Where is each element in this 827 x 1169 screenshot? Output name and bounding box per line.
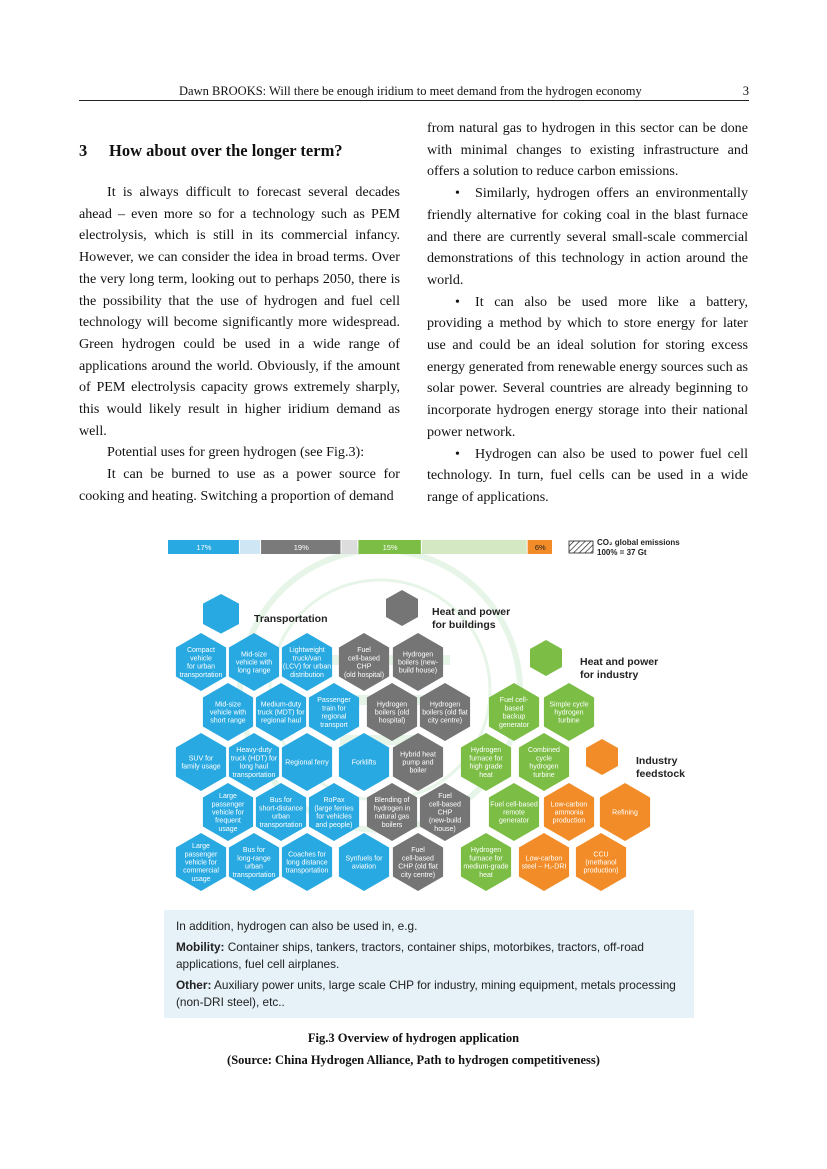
bullet-item — [427, 183, 748, 292]
application-hex-label: long range — [237, 667, 271, 675]
section-number: 3 — [79, 141, 88, 160]
emissions-bar-label: 17% — [196, 543, 212, 552]
application-hex-label: regional — [321, 713, 347, 721]
application-hex-label: generator — [499, 817, 529, 825]
application-hex-label: short-distance — [259, 805, 303, 813]
application-hex-label: truck (HDT) for — [230, 755, 278, 763]
application-hex-label: transportation — [179, 671, 223, 679]
application-hex-label: Combined — [528, 747, 560, 755]
bullet-icon: • — [455, 293, 460, 310]
application-hex-label: CCU — [593, 851, 609, 859]
application-hex-label: Hydrogen — [429, 701, 461, 709]
application-hex-label: (old hospital) — [343, 671, 385, 679]
application-hex-label: Synfuels for — [345, 855, 383, 863]
application-hex-label: Coaches for — [288, 851, 326, 859]
category-feedstock-line1: Industry — [636, 755, 678, 767]
emissions-legend-line1: CO₂ global emissions — [597, 538, 680, 547]
application-hex-label: regional haul — [260, 717, 302, 725]
application-hex-label: RoPax — [323, 797, 345, 805]
application-hex-label: CHP — [437, 809, 453, 817]
figure-hydrogen-applications — [164, 532, 694, 1018]
application-hex-label: house) — [434, 825, 456, 833]
application-hex-label: Low-carbon — [525, 855, 563, 863]
application-hex-label: city centre) — [400, 871, 436, 879]
application-hex-label: hydrogen — [529, 763, 559, 771]
header-title: Dawn BROOKS: Will there be enough iridium to meet demand from the hydrogen economy — [179, 84, 642, 98]
application-hex-label: Fuel — [438, 793, 452, 801]
application-hex-label: Fuel cell-based — [490, 801, 538, 809]
paragraph: It can be burned to use as a power source for cooking and heating. Switching a proportion of demand — [79, 466, 400, 504]
application-hex-label: production — [552, 817, 586, 825]
molecule-icon — [586, 739, 618, 775]
building-icon — [386, 590, 418, 626]
application-hex-label: cell-based — [402, 855, 434, 863]
application-hex-label: Compact — [186, 647, 216, 655]
application-hex-label: based — [504, 705, 524, 713]
application-hex-label: vehicle — [190, 655, 212, 663]
application-hex-label: train for — [322, 705, 346, 713]
application-hex-label: long haul — [239, 763, 269, 771]
application-hex-label: and people) — [315, 821, 353, 829]
bullet-icon: • — [455, 445, 460, 462]
application-hex-label: CHP (old flat — [398, 863, 438, 871]
application-hex-label: Hydrogen — [470, 747, 502, 755]
application-hex-label: turbine — [558, 717, 580, 725]
application-hex-label: vehicle for — [185, 859, 217, 867]
emissions-bar-label: 6% — [534, 543, 546, 552]
note-other — [176, 977, 682, 1011]
note-other-label: Other: — [176, 978, 212, 992]
application-hex-label: Hybrid heat — [400, 751, 436, 759]
application-hex-label: Heavy-duty — [236, 747, 272, 755]
application-hex-label: SUV for — [188, 755, 214, 763]
emissions-legend-swatch — [569, 541, 593, 553]
application-hex-label: Hydrogen — [376, 701, 408, 709]
bullet-item — [427, 444, 748, 509]
application-hex-label: backup — [502, 713, 526, 721]
application-hex-label: Medium-duty — [260, 701, 302, 709]
application-hex-label: short range — [210, 717, 246, 725]
application-hex-label: transportation — [285, 867, 329, 875]
application-hex-label: Large — [219, 793, 237, 801]
category-industry-line2: for industry — [580, 669, 639, 681]
application-hexes — [176, 633, 650, 891]
page-number: 3 — [742, 84, 749, 98]
application-hex-label: Blending of — [374, 797, 410, 805]
application-hex-label: Refining — [612, 809, 638, 817]
application-hex-label: (methanol — [585, 859, 617, 867]
application-hex-label: Hydrogen — [470, 847, 502, 855]
application-hex-label: cell-based — [348, 655, 380, 663]
bullet-icon: • — [455, 185, 460, 202]
application-hex-label: cycle — [536, 755, 552, 763]
note-other-text: Auxiliary power units, large scale CHP for industry, mining equipment, metals processing (non-DRI steel), etc.. — [176, 978, 676, 1009]
section-title: How about over the longer term? — [109, 141, 343, 160]
application-hex-label: medium-grade — [463, 863, 509, 871]
application-hex-label: (large ferries — [314, 805, 354, 813]
application-hex-label: hydrogen in — [373, 805, 411, 813]
additional-uses-box — [164, 910, 694, 1018]
application-hex-label: vehicle for — [212, 809, 244, 817]
application-hex-label: pump and — [402, 759, 434, 767]
section-heading — [79, 141, 343, 161]
emissions-bar-label: 15% — [382, 543, 398, 552]
category-feedstock-line2: feedstock — [636, 768, 686, 780]
application-hex-label: truck (MDT) for — [257, 709, 305, 717]
emissions-bar-segment — [341, 540, 357, 554]
application-hex-label: Fuel — [411, 847, 425, 855]
factory-icon — [530, 640, 562, 676]
application-hex-label: aviation — [351, 863, 377, 871]
category-buildings-line1: Heat and power — [432, 606, 511, 618]
application-hex-label: Bus for — [242, 847, 266, 855]
application-hex-label: build house) — [398, 667, 438, 675]
bullet-text: It can also be used more like a battery, providing a method by which to store energy for later use and could be an ideal solution for storing excess energy generated from renewable energy sources such as solar power. Several countries are already beginning to incorporate hydrogen energy storage into their national power network. — [427, 293, 748, 440]
application-hex-label: truck/van — [292, 655, 322, 663]
running-header — [79, 84, 749, 101]
emissions-bar-label: 19% — [293, 543, 309, 552]
application-hex-label: generator — [499, 721, 529, 729]
emissions-bar-segment — [422, 540, 527, 554]
application-hex-label: Hydrogen — [402, 651, 434, 659]
application-hex-label: furnace for — [469, 755, 503, 763]
category-industry-line1: Heat and power — [580, 656, 659, 668]
application-hex-label: Fuel — [357, 647, 371, 655]
truck-icon — [203, 594, 239, 634]
note-mobility-label: Mobility: — [176, 940, 225, 954]
note-mobility — [176, 939, 682, 973]
application-hex-label: Fuel cell- — [499, 697, 529, 705]
application-hex-label: city centre) — [427, 717, 463, 725]
application-hex-label: usage — [218, 825, 238, 833]
application-hex-label: boilers — [381, 821, 403, 829]
application-hex-label: Passenger — [317, 697, 351, 705]
application-hex-label: usage — [191, 875, 211, 883]
emissions-legend-line2: 100% = 37 Gt — [597, 548, 647, 557]
paragraph: Potential uses for green hydrogen (see Fig.3): — [107, 444, 365, 461]
application-hex-label: vehicle with — [235, 659, 273, 667]
application-hex-label: transportation — [259, 821, 303, 829]
application-hex-label: CHP — [356, 663, 372, 671]
application-hex-label: Lightweight — [289, 647, 325, 655]
application-hex-label: hydrogen — [554, 709, 584, 717]
application-hex-label: passenger — [211, 801, 245, 809]
emissions-bar — [168, 540, 552, 554]
emissions-bar-segment — [240, 540, 260, 554]
application-hex-label: steel – H₂-DRI — [521, 863, 567, 871]
application-hex-label: ammonia — [554, 809, 584, 817]
application-hex-label: production) — [583, 867, 619, 875]
application-hex-label: urban — [245, 863, 263, 871]
paragraph: from natural gas to hydrogen in this sector can be done with minimal changes to existing infrastructure and offers a solution to reduce carbon emissions. — [427, 120, 748, 180]
application-hex-label: natural gas — [374, 813, 410, 821]
figure-caption: Fig.3 Overview of hydrogen application — [307, 1031, 520, 1045]
application-hex-label: distribution — [290, 671, 324, 679]
category-buildings-line2: for buildings — [432, 619, 496, 631]
application-hex-label: passenger — [184, 851, 218, 859]
bullet-text: Hydrogen can also be used to power fuel cell technology. In turn, fuel cells can be used in a wide range of applications. — [427, 445, 748, 505]
application-hex-label: urban — [272, 813, 290, 821]
application-hex-label: transport — [320, 721, 348, 729]
application-hex-label: hospital) — [378, 717, 406, 725]
application-hex-label: (new-build — [428, 817, 462, 825]
application-hex-label: furnace for — [469, 855, 503, 863]
bullet-text: Similarly, hydrogen offers an environmentally friendly alternative for coking coal in the blast furnace and there are currently several small-scale commercial demonstrations of this technology in action around the world. — [427, 185, 748, 288]
application-hex-label: boiler — [409, 767, 427, 775]
application-hex-label: heat — [479, 871, 493, 879]
application-hex-label: long distance — [286, 859, 328, 867]
note-intro: In addition, hydrogen can also be used in, e.g. — [176, 919, 418, 933]
application-hex-label: family usage — [181, 763, 221, 771]
application-hex-label: for urban — [186, 663, 216, 671]
application-hex-label: Forklifts — [351, 759, 377, 767]
application-hex-label: Mid-size — [240, 651, 268, 659]
application-hex-label: remote — [503, 809, 525, 817]
application-hex-label: Large — [192, 843, 210, 851]
application-hex-label: cell-based — [429, 801, 461, 809]
application-hex-label: Mid-size — [214, 701, 242, 709]
note-mobility-text: Container ships, tankers, tractors, container ships, motorbikes, tractors, off-road applications, fuel cell airplanes. — [176, 940, 644, 971]
application-hex-label: long-range — [237, 855, 271, 863]
category-transportation: Transportation — [254, 613, 328, 625]
application-hex-label: turbine — [533, 771, 555, 779]
application-hex-label: Bus for — [269, 797, 293, 805]
application-hex-label: transportation — [232, 871, 276, 879]
application-hex-label: high grade — [469, 763, 503, 771]
application-hex-label: Regional ferry — [285, 759, 329, 767]
application-hex-label: boilers (new- — [397, 659, 439, 667]
application-hex-label: transportation — [232, 771, 276, 779]
figure-source: (Source: China Hydrogen Alliance, Path to hydrogen competitiveness) — [227, 1053, 600, 1067]
bullet-item — [427, 292, 748, 444]
application-hex-label: boilers (old — [374, 709, 410, 717]
application-hex-label: frequent — [215, 817, 241, 825]
application-hex-label: for vehicles — [316, 813, 352, 821]
right-column — [427, 118, 748, 509]
application-hex-label: Low-carbon — [550, 801, 588, 809]
application-hex-label: commercial — [183, 867, 219, 875]
application-hex-label: boilers (old flat — [422, 709, 468, 717]
application-hex-label: vehicle with — [209, 709, 247, 717]
left-column — [79, 182, 400, 508]
application-hex-label: Simple cycle — [549, 701, 589, 709]
paragraph: It is always difficult to forecast several decades ahead – even more so for a technology such as PEM electrolysis, which is still in its commercial infancy. However, we can consider the idea in broad terms. Over the very long term, looking out to perhaps 2050, there is the possibility that the use of hydrogen and fuel cell technology will become significantly more widespread. Green hydrogen could be used in a wide range of applications around the world. Obviously, if the amount of PEM electrolysis capacity grows extremely sharply, this would likely result in higher iridium demand as well. — [79, 184, 400, 439]
hex-diagram — [164, 532, 694, 910]
application-hex-label: (LCV) for urban — [282, 663, 332, 671]
application-hex-label: heat — [479, 771, 493, 779]
